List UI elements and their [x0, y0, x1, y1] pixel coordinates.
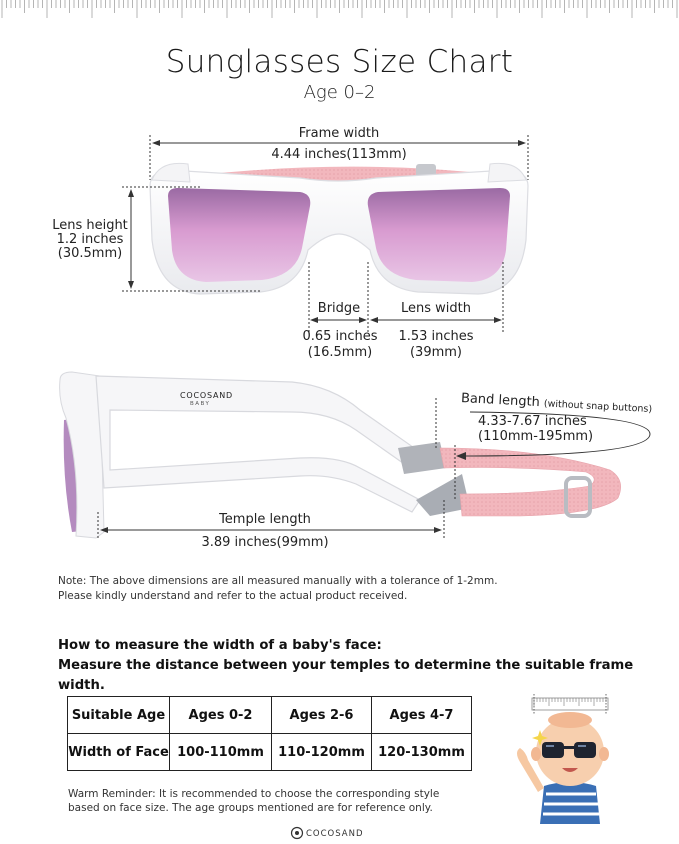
- frame-width-label: Frame width: [298, 126, 380, 141]
- temple-brand: COCOSAND: [180, 391, 234, 400]
- table-cell: Ages 2-6: [272, 697, 372, 734]
- lens-height-inches: 1.2 inches: [56, 232, 124, 247]
- temple-length-value: 3.89 inches(99mm): [201, 535, 329, 550]
- baby-illustration: [510, 692, 620, 832]
- temple-arm: [96, 376, 420, 512]
- temple-brand-sub: BABY: [190, 401, 211, 407]
- lens-right: [368, 188, 510, 282]
- table-cell: 120-130mm: [372, 734, 472, 771]
- table-row: [68, 734, 472, 771]
- footer-brand: COCOSAND: [306, 829, 364, 839]
- band-length-mm: (110mm-195mm): [478, 429, 594, 444]
- warm-line-1: Warm Reminder: It is recommended to choose the corresponding style: [68, 788, 440, 800]
- lens-height-mm: (30.5mm): [57, 246, 123, 261]
- band-length-inches: 4.33-7.67 inches: [478, 414, 587, 429]
- table-cell: 110-120mm: [272, 734, 372, 771]
- lens-width-mm: (39mm): [409, 345, 462, 360]
- how-to-measure: [58, 636, 658, 696]
- bridge-mm: (16.5mm): [307, 345, 373, 360]
- frame-width-value: 4.44 inches(113mm): [271, 147, 407, 162]
- measurement-note: [58, 574, 578, 604]
- lens-width-inches: 1.53 inches: [398, 329, 474, 344]
- table-cell: Width of Face: [68, 734, 170, 771]
- lens-left: [168, 188, 310, 282]
- note-line-1: Note: The above dimensions are all measured manually with a tolerance of 1-2mm.: [58, 575, 498, 587]
- bridge-label: Bridge: [317, 301, 361, 316]
- hinge-left: [152, 163, 190, 182]
- warm-reminder: [68, 787, 508, 815]
- band-length-note: (without snap buttons): [543, 398, 653, 416]
- lens-width-label: Lens width: [401, 301, 471, 316]
- lens-height-label: Lens height: [52, 218, 128, 233]
- table-row: [68, 697, 472, 734]
- brand-logo-icon: [290, 826, 304, 840]
- table-cell: Ages 0-2: [170, 697, 272, 734]
- hinge-right: [488, 163, 526, 182]
- page-title: Sunglasses Size Chart: [165, 44, 514, 80]
- note-line-2: Please kindly understand and refer to the actual product received.: [58, 590, 408, 602]
- page-subtitle: Age 0–2: [303, 82, 376, 103]
- warm-line-2: based on face size. The age groups mentioned are for reference only.: [68, 802, 433, 814]
- size-table: [67, 696, 472, 771]
- top-ruler: [0, 0, 679, 22]
- howto-heading: How to measure the width of a baby's face:: [58, 638, 382, 653]
- band-length-label: Band length: [460, 391, 541, 411]
- temple-length-label: Temple length: [219, 512, 311, 527]
- strap-side: [440, 448, 621, 516]
- table-cell: 100-110mm: [170, 734, 272, 771]
- table-cell: Suitable Age: [68, 697, 170, 734]
- bridge-inches: 0.65 inches: [302, 329, 378, 344]
- table-cell: Ages 4-7: [372, 697, 472, 734]
- howto-text: Measure the distance between your temples to determine the suitable frame width.: [58, 658, 634, 693]
